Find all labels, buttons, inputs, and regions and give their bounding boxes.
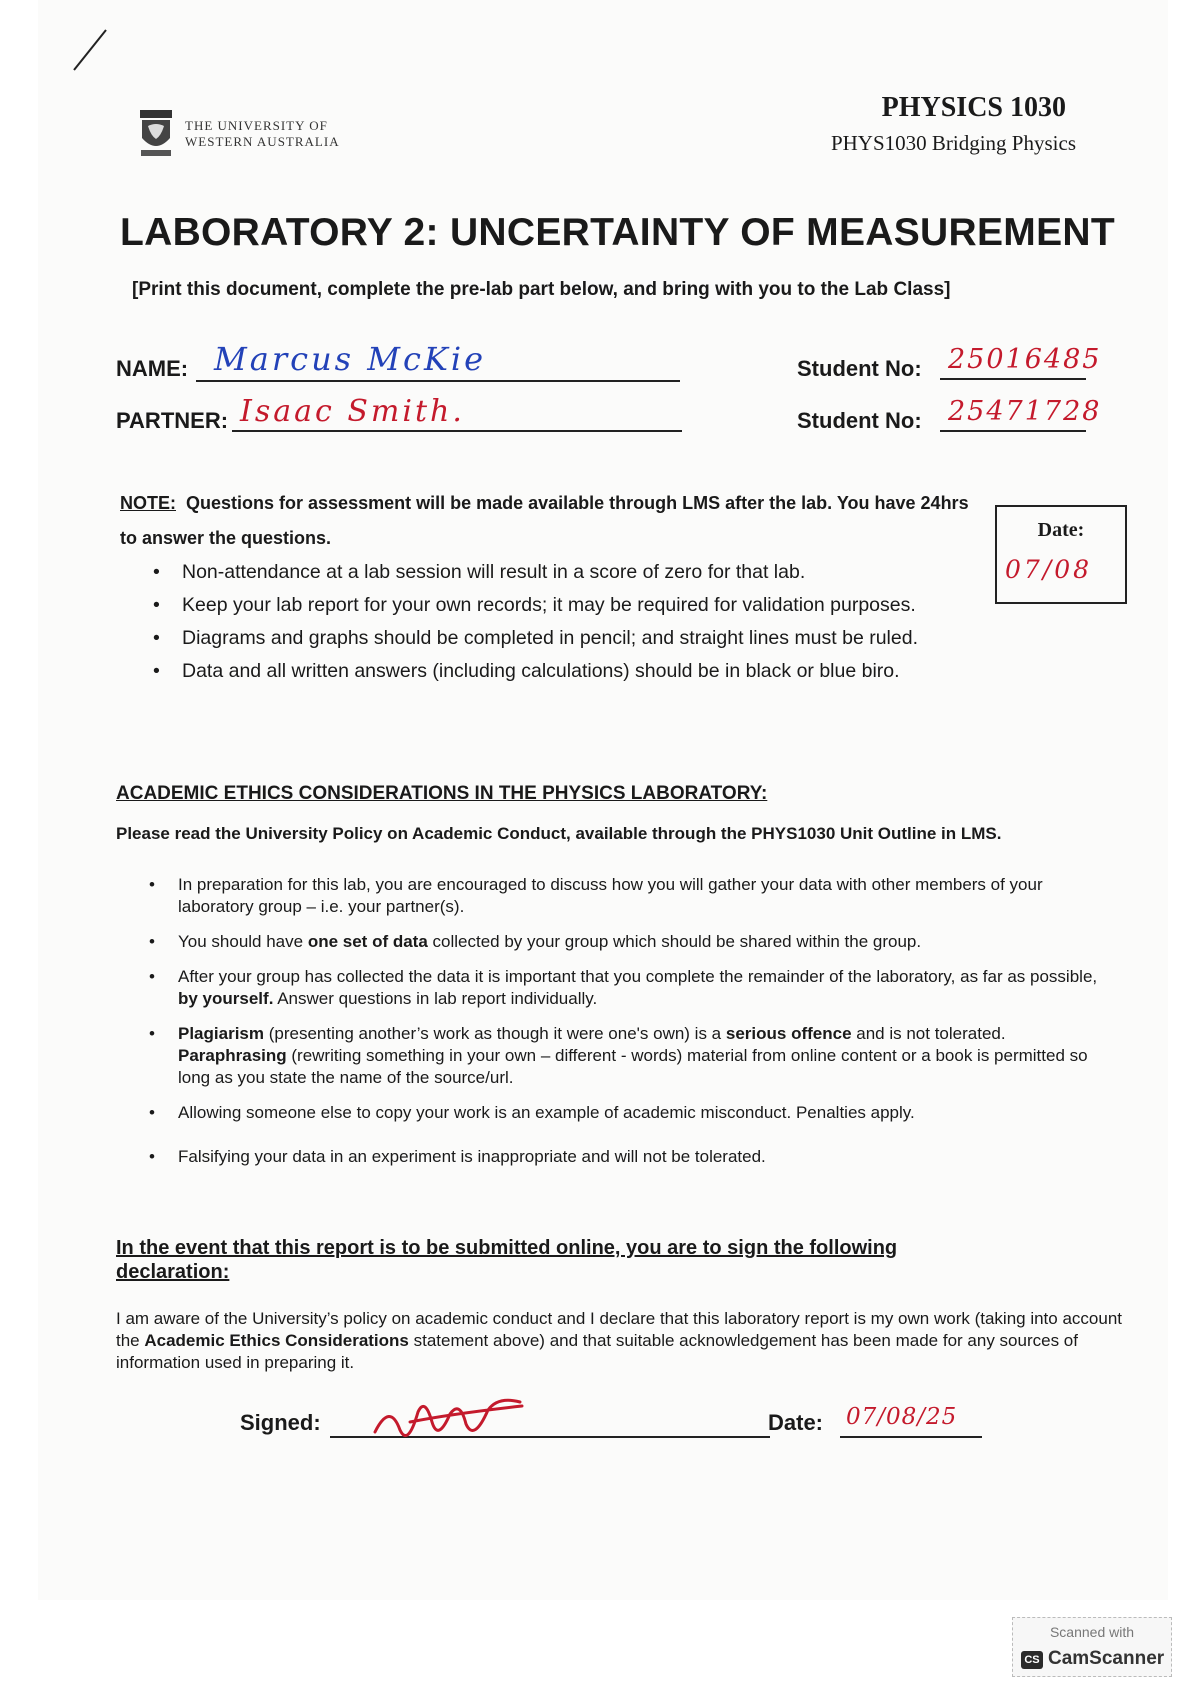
name-label: NAME: [116, 356, 189, 381]
course-name: PHYS1030 Bridging Physics [830, 131, 1076, 155]
list-item: • Allowing someone else to copy your work is an example of academic misconduct. Penalties apply. [149, 1103, 915, 1122]
student-no-label: Student No: [797, 356, 922, 381]
list-item: • You should have one set of data collected by your group which should be shared within the group. [149, 932, 922, 951]
partner-student-no-line [940, 430, 1086, 432]
student-no-value[interactable]: 25016485 [948, 344, 1102, 375]
course-code: PHYSICS 1030 [881, 92, 1066, 123]
date-box-label: Date: [1037, 519, 1085, 541]
university-name: THE UNIVERSITY OF WESTERN AUSTRALIA [185, 118, 340, 149]
watermark-caption: Scanned with [1049, 1624, 1135, 1640]
partner-label: PARTNER: [116, 408, 229, 433]
note-label: NOTE: [120, 493, 176, 513]
university-crest-icon [137, 108, 175, 158]
name-line [196, 380, 680, 382]
name-value[interactable]: Marcus McKie [214, 340, 487, 378]
camscanner-logo-icon: CS [1021, 1651, 1043, 1669]
assessment-note [120, 486, 980, 556]
ethics-list [116, 874, 1106, 1181]
list-item: • After your group has collected the data it is important that you complete the remainder of the laboratory, as far as possible, by yourself. Answer questions in lab report individually. [149, 967, 1098, 1008]
list-item: • Data and all written answers (including calculations) should be in black or blue biro. [153, 660, 900, 682]
page-subtitle: [Print this document, complete the pre-lab part below, and bring with you to the Lab Class] [132, 279, 951, 300]
date-value[interactable]: 07/08/25 [846, 1404, 958, 1430]
note-text: Questions for assessment will be made available through LMS after the lab. You have 24hrs to answer the questions. [120, 493, 969, 548]
signed-label: Signed: [240, 1410, 321, 1435]
list-item: • In preparation for this lab, you are encouraged to discuss how you will gather your data with other members of your laboratory group – i.e. your partner(s). [149, 875, 1043, 916]
list-item: • Non-attendance at a lab session will result in a score of zero for that lab. [153, 561, 806, 583]
camscanner-watermark [1012, 1617, 1172, 1677]
partner-line [232, 430, 682, 432]
date-box [995, 505, 1127, 604]
list-item: • Keep your lab report for your own records; it may be required for validation purposes. [153, 594, 916, 616]
partner-student-no-label: Student No: [797, 408, 922, 433]
student-no-line [940, 378, 1086, 380]
lab-rules-list [120, 556, 1000, 688]
date-label: Date: [768, 1410, 824, 1435]
date-box-value[interactable]: 07/08 [1005, 555, 1093, 584]
partner-student-no-value[interactable]: 25471728 [948, 396, 1102, 427]
date-line [840, 1436, 982, 1438]
ethics-intro: Please read the University Policy on Academic Conduct, available through the PHYS1030 Unit Outline in LMS. [116, 824, 1002, 843]
signature-icon[interactable] [370, 1392, 530, 1452]
pen-stroke-mark [70, 28, 110, 74]
ethics-heading: ACADEMIC ETHICS CONSIDERATIONS IN THE PHYSICS LABORATORY: [116, 783, 768, 804]
declaration-text: I am aware of the University’s policy on academic conduct and I declare that this laboratory report is my own work (taking into account the Academic Ethics Considerations statement above) and that suitable acknowledgement has been made for any sources of information used in preparing it. [116, 1309, 1122, 1372]
list-item: • Diagrams and graphs should be completed in pencil; and straight lines must be ruled. [153, 627, 919, 649]
list-item: • Plagiarism (presenting another’s work as though it were one's own) is a serious offence and is not tolerated. Paraphrasing (rewriting something in your own – different - words) material from online content or a book is permitted so long as you state the name of the source/url. [149, 1024, 1088, 1087]
page-title: LABORATORY 2: UNCERTAINTY OF MEASUREMENT [120, 211, 1115, 254]
partner-value[interactable]: Isaac Smith. [240, 394, 465, 429]
watermark-brand: CamScanner [1048, 1648, 1165, 1669]
declaration-heading: In the event that this report is to be submitted online, you are to sign the following declaration: [116, 1237, 898, 1283]
list-item: • Falsifying your data in an experiment is inappropriate and will not be tolerated. [149, 1147, 766, 1166]
